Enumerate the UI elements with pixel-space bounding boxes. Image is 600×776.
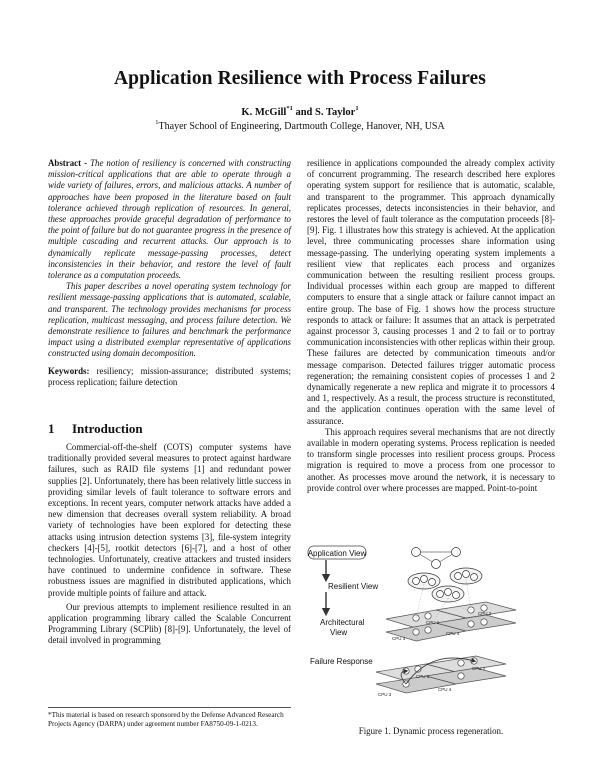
author-2: S. Taylor [315, 107, 356, 118]
cpu1-label-top: CPU 1 [426, 620, 440, 625]
failure-response-platforms [376, 656, 506, 697]
author-conjunction: and [292, 107, 316, 118]
resilient-process-groups [408, 568, 482, 602]
abstract-text-1: The notion of resiliency is concerned with constructing mission-critical applications that are able to operate through a wide variety of failures, errors, and malicious attacks. A number of approaches have been proposed in the literature based on fault tolerance achieved through replication of resources. In general, these approaches provide graceful degradation of performance to the point of failure but do not guarantee progress in the presence of multiple cascading and recurrent attacks. Our approach is to dynamically replicate message-passing processes, detect inconsistencies in their behavior, and restore the level of fault tolerance as a computation proceeds. [48, 158, 291, 281]
architectural-view-label-1: Architectural [320, 618, 365, 627]
intro-paragraph-1: Commercial-off-the-shelf (COTS) computer systems have traditionally provided several measures to protect against hardware failures, such as RAID file systems [1] and redundant power supplies [2]. Unfortunately, there has been relatively little success in providing similar levels of fault tolerance to software errors and exceptions. In recent years, computer network attacks have added a new dimension that decreases overall system reliability. A broad variety of technologies have been explored for detecting these attacks using intrusion detection systems [3], file-system integrity checkers [4]-[5], rootkit detectors [6]-[7], and a host of other technologies. Unfortunately, creative attackers and trusted insiders have continued to undermine confidence in software. These robustness issues are magnified in distributed applications, which provide multiple points of failure and attack. [48, 442, 291, 598]
section-heading-introduction [48, 421, 291, 437]
keywords [48, 366, 291, 388]
keywords-text: resiliency; mission-assurance; distributed systems; process replication; failure detection [48, 365, 291, 387]
figure-caption: Figure 1. Dynamic process regeneration. [358, 726, 504, 736]
cpu4-label-top: CPU 4 [446, 631, 460, 636]
footnote-text: This material is based on research sponsored by the Defense Advanced Research Projects Agency (DARPA) under agreement number FA8750-09-1-0213. [48, 711, 284, 728]
cpu3-label-bottom: CPU 3 [378, 692, 392, 697]
keywords-label: Keywords: [48, 365, 90, 376]
figure-1 [306, 544, 556, 726]
intro-paragraph-2: Our previous attempts to implement resilience resulted in an application programming library called the Scalable Concurrent Programming Library (SCPlib) [8]-[9]. Unfortunately, the level of detail involved in programming [48, 601, 291, 646]
figure-diagram [306, 544, 556, 726]
application-process-group [412, 548, 461, 569]
author-1-mark: *1 [286, 105, 293, 112]
cpu2-label-top: CPU 2 [478, 611, 492, 616]
authors [0, 107, 600, 118]
abstract-paragraph-1 [48, 158, 291, 281]
paper-title: Application Resilience with Process Failures [114, 68, 486, 89]
introduction-body [48, 442, 291, 647]
affiliation [0, 121, 600, 132]
section-title: Introduction [72, 421, 143, 436]
abstract-paragraph-2: This paper describes a novel operating system technology for resilient message-passing applications that is automated, scalable, and transparent. The technology provides mechanisms for process replication, multicast messaging, and process failure detection. We demonstrate resilience to failures and benchmark the performance impact using a distributed exemplar representative of applications constructed using domain decomposition. [48, 281, 291, 359]
failure-response-label: Failure Response [310, 657, 373, 666]
cpu2-label-bottom: CPU 2 [472, 666, 486, 671]
abstract-label: Abstract - [48, 158, 91, 168]
right-column [307, 158, 555, 494]
footnote-mark: * [48, 711, 52, 719]
application-view-label: Application View [307, 549, 367, 558]
right-paragraph-1: resilience in applications compounded the already complex activity of concurrent programming. The research described here explores operating system support for resilience that is automatic, scalable, and transparent to the programmer. This approach dynamically replicates processes, detects inconsistencies in their behavior, and restores the level of fault tolerance as the computation proceeds [8]-[9]. Fig. 1 illustrates how this strategy is achieved. At the application level, three communicating processes share information using message-passing. The underlying operating system implements a resilient view that replicates each process and organizes communication between the resulting resilient process groups. Individual processes within each group are mapped to different computers to ensure that a single attack or failure cannot impact an entire group. The base of Fig. 1 shows how the process structure responds to attack or failure: It assumes that an attack is perpetrated against processor 3, causing processes 1 and 2 to fail or to portray communication inconsistencies with other replicas within their group. These failures are detected by communication timeouts and/or message comparison. Detected failures trigger automatic process regeneration; the remaining consistent copies of processes 1 and 2 dynamically regenerate a new replica and migrate it to processors 4 and 1, respectively. As a result, the process structure is reconstituted, and the application continues operation with the same level of assurance. [307, 158, 555, 426]
left-column [48, 158, 291, 388]
architectural-view-label-2: View [330, 628, 348, 637]
resilient-view-label: Resilient View [328, 582, 379, 591]
footnote [48, 707, 291, 729]
affiliation-text: Thayer School of Engineering, Dartmouth College, Hanover, NH, USA [158, 121, 445, 132]
author-2-mark: 1 [355, 105, 359, 112]
affiliation-mark: 1 [155, 119, 159, 126]
author-1: K. McGill [241, 107, 287, 118]
right-paragraph-2: This approach requires several mechanisms that are not directly available in modern operating systems. Process replication is needed to transform single processes into resilient process groups. Process migration is required to move a process from one processor to another. As processes move around the network, it is necessary to provide control over where processes are mapped. Point-to-point [307, 426, 555, 493]
cpu4-label-bottom: CPU 4 [438, 687, 452, 692]
cpu1-label-bottom: CPU 1 [416, 674, 430, 679]
section-number: 1 [48, 421, 55, 436]
cpu3-label-top: CPU 3 [392, 636, 406, 641]
